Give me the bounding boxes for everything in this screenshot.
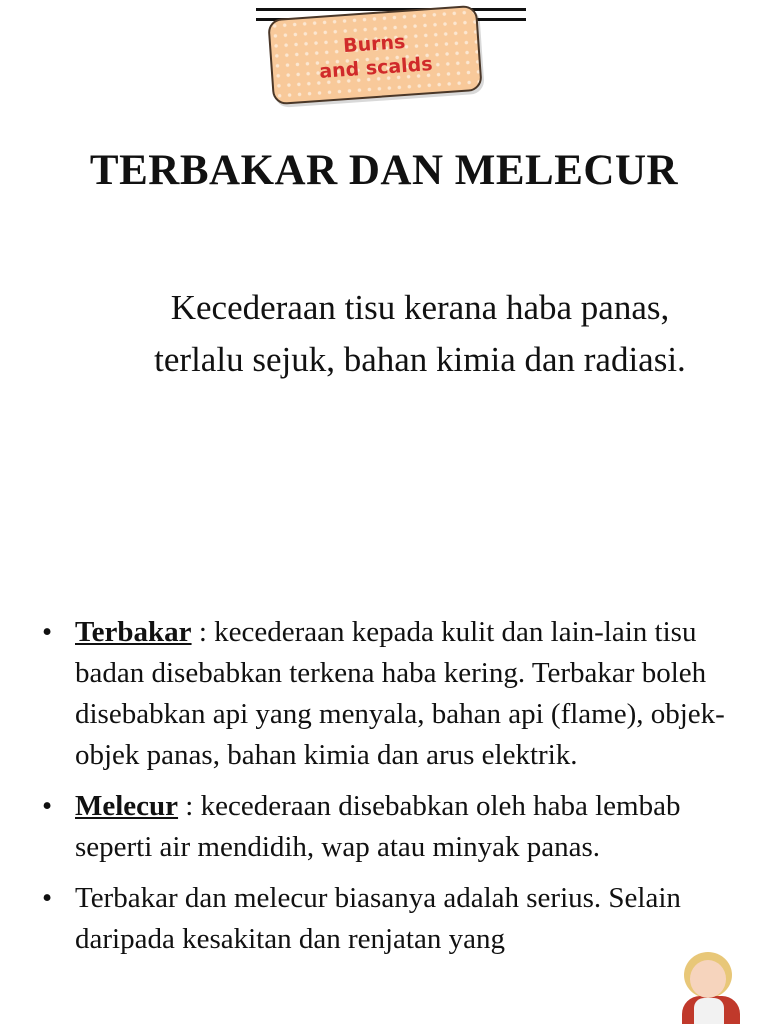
definition-text: Kecederaan tisu kerana haba panas, terlalu sejuk, bahan kimia dan radiasi.	[154, 288, 686, 379]
list-item	[40, 612, 730, 776]
term-terbakar: Terbakar	[75, 616, 192, 648]
list-item-text: : kecederaan kepada kulit dan lain-lain tisu badan disebabkan terkena haba kering. Terbakar boleh disebabkan api yang menyala, bahan api (flame), objek-objek panas, bahan kimia dan arus elektrik.	[75, 616, 725, 771]
list-item-text: : kecederaan disebabkan oleh haba lembab seperti air mendidih, wap atau minyak panas.	[75, 790, 681, 863]
list-item	[40, 878, 730, 960]
badge-line-2: and scalds	[318, 53, 434, 83]
burns-and-scalds-badge	[267, 5, 482, 105]
term-melecur: Melecur	[75, 790, 179, 822]
badge-line-1: Burns	[342, 30, 407, 58]
page-title: TERBAKAR DAN MELECUR	[89, 147, 679, 194]
child-photo	[676, 950, 746, 1024]
list-item	[40, 786, 730, 868]
bullet-list	[40, 612, 730, 970]
list-item-text: Terbakar dan melecur biasanya adalah serius. Selain daripada kesakitan dan renjatan yang	[75, 882, 681, 955]
